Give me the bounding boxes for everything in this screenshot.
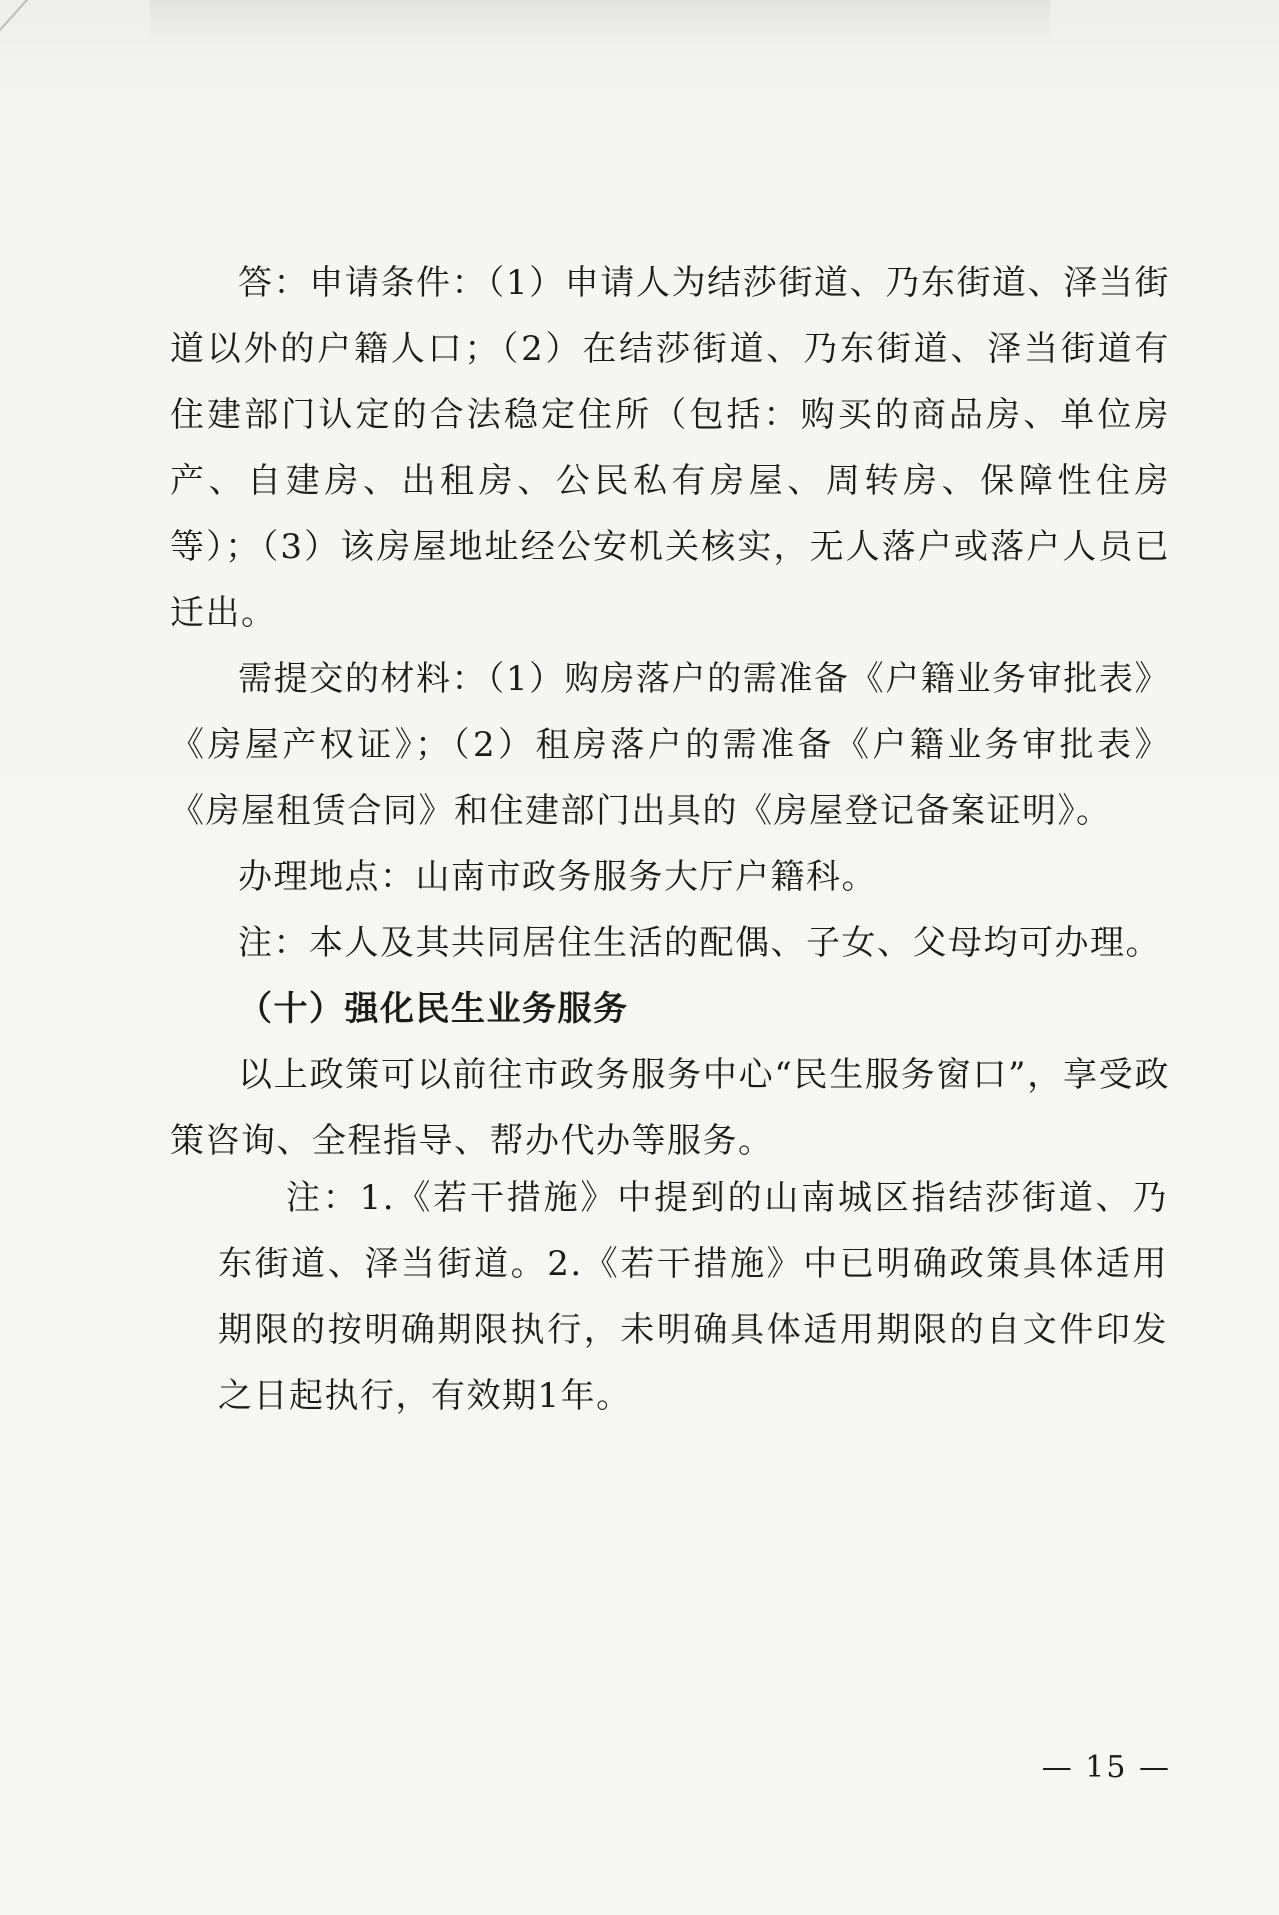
bleed-through-marks — [150, 0, 1050, 40]
eligibility-note-paragraph: 注：本人及其共同居住生活的配偶、子女、父母均可办理。 — [238, 923, 1161, 963]
page-fold-mark — [0, 0, 111, 42]
required-materials-paragraph: 需提交的材料：（1）购房落户的需准备《户籍业务审批表》《房屋产权证》；（2）租房落户的需准备《户籍业务审批表》《房屋租赁合同》和住建部门出具的《房屋登记备案证明》。 — [170, 659, 1170, 831]
location-paragraph: 办理地点：山南市政务服务大厅户籍科。 — [238, 857, 877, 897]
main-text-block — [170, 250, 1170, 1174]
footnote-paragraph: 注：1.《若干措施》中提到的山南城区指结莎街道、乃东街道、泽当街道。2.《若干措施》中已明确政策具体适用期限的按明确期限执行，未明确具体适用期限的自文件印发之日起执行，有效期1年。 — [218, 1178, 1168, 1416]
section-paragraph: 以上政策可以前往市政务服务中心“民生服务窗口”，享受政策咨询、全程指导、帮办代办等服务。 — [170, 1055, 1170, 1161]
page-number: — 15 — — [1041, 1750, 1171, 1785]
footnote-block — [218, 1165, 1168, 1429]
section-heading: （十）强化民生业务服务 — [238, 989, 629, 1029]
answer-conditions-paragraph: 答：申请条件：（1）申请人为结莎街道、乃东街道、泽当街道以外的户籍人口；（2）在结莎街道、乃东街道、泽当街道有住建部门认定的合法稳定住所（包括：购买的商品房、单位房产、自建房、出租房、公民私有房屋、周转房、保障性住房等）；（3）该房屋地址经公安机关核实，无人落户或落户人员已迁出。 — [170, 263, 1170, 633]
